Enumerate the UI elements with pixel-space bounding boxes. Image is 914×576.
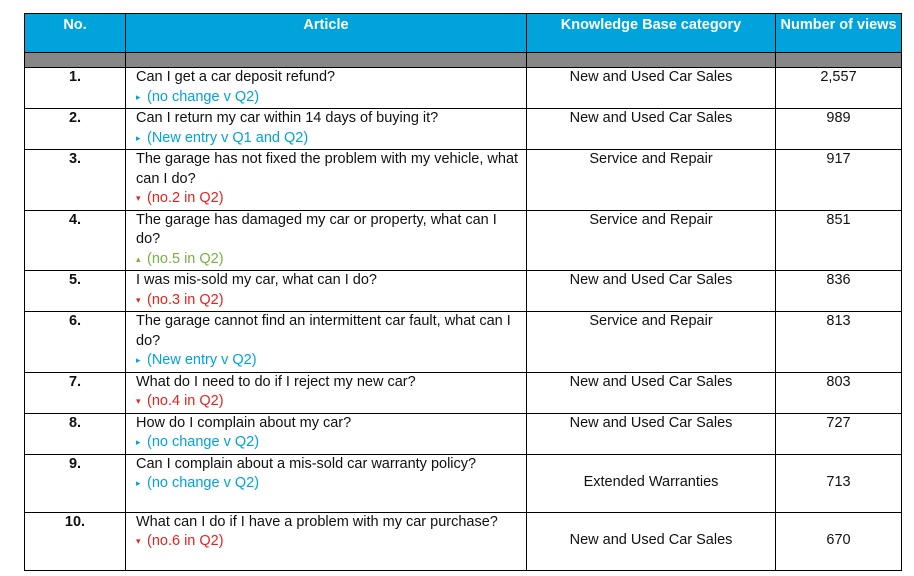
rank-number: 2. (68, 110, 82, 126)
rank-change-text: (no change v Q2) (147, 88, 260, 105)
category-cell (527, 454, 776, 512)
views-count: 803 (826, 373, 851, 390)
table-row (25, 413, 902, 454)
article-cell (126, 312, 527, 373)
article-title[interactable]: I was mis-sold my car, what can I do? (136, 272, 377, 288)
category-cell (527, 372, 776, 413)
rank-cell (25, 512, 126, 570)
rank-cell (25, 271, 126, 312)
table-row (25, 150, 902, 211)
header-row (25, 14, 902, 53)
article-cell (126, 413, 527, 454)
article-cell (126, 271, 527, 312)
article-title[interactable]: How do I complain about my car? (136, 414, 352, 431)
rank-number: 4. (68, 211, 82, 228)
table-row (25, 312, 902, 373)
rank-change (136, 189, 520, 210)
views-cell (776, 413, 902, 454)
article-title[interactable]: Can I complain about a mis-sold car warranty policy? (136, 455, 477, 472)
rank-change-text: (no.3 in Q2) (147, 291, 224, 308)
rank-change-arrow-icon: ▸ (136, 355, 141, 365)
views-cell (776, 312, 902, 373)
rank-cell (25, 372, 126, 413)
rank-change-arrow-icon: ▾ (136, 294, 141, 305)
category-label: Service and Repair (589, 313, 713, 329)
rank-change-arrow-icon: ▾ (136, 396, 141, 406)
views-cell (776, 109, 902, 150)
article-cell (126, 372, 527, 413)
rank-change-text: (no change v Q2) (147, 434, 260, 450)
views-cell (776, 150, 902, 211)
article-title[interactable]: The garage has not fixed the problem with my vehicle, what can I do? (136, 151, 519, 187)
views-count: 917 (826, 151, 851, 167)
rank-change-text: (New entry v Q2) (147, 352, 257, 368)
separator-cell (776, 53, 902, 68)
article-cell (126, 210, 527, 271)
category-label: New and Used Car Sales (569, 373, 733, 390)
category-label: New and Used Car Sales (569, 272, 733, 288)
article-cell (126, 454, 527, 512)
category-label: New and Used Car Sales (569, 414, 733, 431)
header-category: Knowledge Base category (527, 14, 776, 53)
table-row (25, 109, 902, 150)
article-title[interactable]: What do I need to do if I reject my new car? (136, 373, 416, 390)
rank-change-arrow-icon: ▸ (136, 91, 141, 102)
views-count: 670 (826, 532, 851, 549)
table-row (25, 271, 902, 312)
rank-change-arrow-icon: ▴ (136, 253, 141, 264)
views-cell (776, 372, 902, 413)
category-label: New and Used Car Sales (569, 69, 733, 85)
rank-number: 1. (68, 69, 82, 85)
table-row (25, 68, 902, 109)
rank-cell (25, 68, 126, 109)
rank-change (136, 474, 520, 495)
separator-row (25, 53, 902, 68)
category-cell (527, 210, 776, 271)
article-cell (126, 109, 527, 150)
rank-cell (25, 109, 126, 150)
category-cell (527, 271, 776, 312)
header-no: No. (25, 14, 126, 53)
category-cell (527, 68, 776, 109)
rank-change (136, 129, 520, 150)
article-cell (126, 150, 527, 211)
category-cell (527, 150, 776, 211)
views-count: 989 (826, 110, 851, 126)
article-title[interactable]: Can I return my car within 14 days of buying it? (136, 110, 439, 126)
category-cell (527, 312, 776, 373)
views-cell (776, 68, 902, 109)
views-count: 2,557 (820, 69, 857, 85)
table-row (25, 512, 902, 570)
rank-change-arrow-icon: ▸ (136, 132, 141, 143)
rank-number: 8. (68, 414, 82, 431)
category-cell (527, 512, 776, 570)
rank-number: 6. (68, 313, 82, 329)
table-row (25, 454, 902, 512)
header-article: Article (126, 14, 527, 53)
article-title[interactable]: The garage cannot find an intermittent car fault, what can I do? (136, 313, 511, 349)
views-count: 727 (826, 414, 851, 431)
rank-number: 5. (68, 272, 82, 288)
rank-change-arrow-icon: ▾ (136, 193, 141, 203)
rank-change (136, 291, 520, 312)
rank-change-arrow-icon: ▾ (136, 536, 141, 546)
rank-change (136, 250, 520, 271)
article-title[interactable]: What can I do if I have a problem with my car purchase? (136, 513, 498, 530)
rank-number: 3. (68, 151, 82, 167)
rank-cell (25, 312, 126, 373)
views-count: 813 (826, 313, 851, 329)
rank-change (136, 392, 520, 413)
header-views: Number of views (776, 14, 902, 53)
rank-cell (25, 150, 126, 211)
rank-cell (25, 210, 126, 271)
rank-change (136, 351, 520, 372)
separator-cell (527, 53, 776, 68)
article-cell (126, 68, 527, 109)
table-row (25, 210, 902, 271)
category-cell (527, 413, 776, 454)
views-cell (776, 271, 902, 312)
views-count: 713 (826, 474, 851, 491)
rank-change-text: (no.5 in Q2) (147, 250, 224, 267)
table-row (25, 372, 902, 413)
rank-change-text: (no.4 in Q2) (147, 393, 224, 409)
category-label: New and Used Car Sales (569, 532, 733, 549)
rank-cell (25, 454, 126, 512)
rank-change-text: (no.2 in Q2) (147, 190, 224, 206)
rank-change-text: (New entry v Q1 and Q2) (147, 129, 309, 146)
views-count: 851 (826, 211, 851, 228)
rank-number: 9. (68, 455, 82, 472)
article-cell (126, 512, 527, 570)
separator-cell (126, 53, 527, 68)
rank-change (136, 433, 520, 454)
rank-change-arrow-icon: ▸ (136, 478, 141, 488)
views-cell (776, 210, 902, 271)
category-cell (527, 109, 776, 150)
top-articles-table (24, 13, 902, 571)
category-label: Extended Warranties (583, 474, 719, 491)
category-label: New and Used Car Sales (569, 110, 733, 126)
category-label: Service and Repair (589, 211, 713, 228)
rank-change (136, 88, 520, 109)
article-title[interactable]: Can I get a car deposit refund? (136, 69, 336, 85)
article-title[interactable]: The garage has damaged my car or property, what can I do? (136, 211, 497, 247)
rank-change-text: (no.6 in Q2) (147, 533, 224, 549)
separator-cell (25, 53, 126, 68)
rank-number: 7. (68, 373, 82, 390)
rank-change (136, 532, 520, 553)
rank-cell (25, 413, 126, 454)
views-cell (776, 454, 902, 512)
rank-number: 10. (64, 513, 86, 530)
rank-change-arrow-icon: ▸ (136, 437, 141, 447)
rank-change-text: (no change v Q2) (147, 475, 260, 491)
category-label: Service and Repair (589, 151, 713, 167)
views-count: 836 (826, 272, 851, 288)
views-cell (776, 512, 902, 570)
